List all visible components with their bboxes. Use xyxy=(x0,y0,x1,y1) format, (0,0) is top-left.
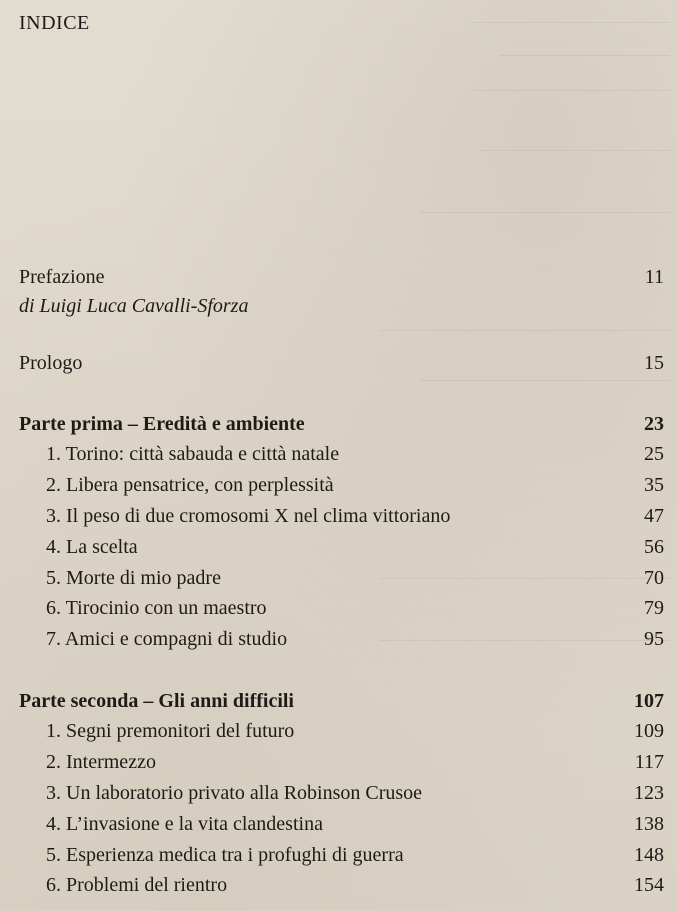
chapter-page: 117 xyxy=(634,751,664,773)
toc-chapter xyxy=(19,472,664,498)
entry-page: 11 xyxy=(644,266,664,288)
toc-chapter xyxy=(19,626,664,652)
part-title: Parte seconda – Gli anni difficili xyxy=(19,690,294,712)
chapter-page: 123 xyxy=(634,782,664,804)
chapter-title: 6. Problemi del rientro xyxy=(46,874,228,896)
chapter-title: 2. Intermezzo xyxy=(46,751,156,773)
index-heading: INDICE xyxy=(19,12,90,34)
chapter-page: 148 xyxy=(634,844,664,866)
part-title: Parte prima – Eredità e ambiente xyxy=(19,413,305,435)
chapter-title: 7. Amici e compagni di studio xyxy=(46,628,288,650)
chapter-title: 4. La scelta xyxy=(46,536,138,558)
chapter-page: 95 xyxy=(644,628,664,650)
entry-page: 15 xyxy=(644,352,664,374)
chapter-title: 4. L’invasione e la vita clandestina xyxy=(46,813,323,835)
chapter-page: 154 xyxy=(634,874,664,896)
toc-chapter xyxy=(19,718,664,744)
chapter-title: 5. Esperienza medica tra i profughi di guerra xyxy=(46,844,404,866)
chapter-page: 70 xyxy=(644,567,664,589)
part-page: 23 xyxy=(644,413,664,435)
toc-chapter xyxy=(19,565,664,591)
chapter-page: 138 xyxy=(634,813,664,835)
part-page: 107 xyxy=(634,690,664,712)
entry-title: Prefazione xyxy=(19,266,105,288)
toc-chapter xyxy=(19,534,664,560)
toc-chapter xyxy=(19,842,664,868)
toc-chapter xyxy=(19,872,664,898)
chapter-page: 56 xyxy=(644,536,664,558)
toc-chapter xyxy=(19,503,664,529)
chapter-title: 5. Morte di mio padre xyxy=(46,567,221,589)
chapter-title: 3. Un laboratorio privato alla Robinson Crusoe xyxy=(46,782,423,804)
entry-title: Prologo xyxy=(19,352,83,374)
chapter-page: 79 xyxy=(644,597,664,619)
toc-chapter xyxy=(19,595,664,621)
toc-chapter xyxy=(19,749,664,775)
preface-author: di Luigi Luca Cavalli-Sforza xyxy=(19,295,249,317)
chapter-title: 1. Torino: città sabauda e città natale xyxy=(46,443,340,465)
chapter-title: 6. Tirocinio con un maestro xyxy=(46,597,267,619)
chapter-page: 47 xyxy=(644,505,664,527)
chapter-page: 35 xyxy=(644,474,664,496)
chapter-page: 109 xyxy=(634,720,664,742)
toc-chapter xyxy=(19,780,664,806)
chapter-page: 25 xyxy=(644,443,664,465)
chapter-title: 1. Segni premonitori del futuro xyxy=(46,720,295,742)
toc-chapter xyxy=(19,811,664,837)
toc-part-one xyxy=(19,411,664,437)
toc-part-two xyxy=(19,688,664,714)
toc-entry-prologue xyxy=(19,350,664,376)
chapter-title: 3. Il peso di due cromosomi X nel clima vittoriano xyxy=(46,505,451,527)
toc-entry-preface xyxy=(19,264,664,290)
toc-chapter xyxy=(19,441,664,467)
chapter-title: 2. Libera pensatrice, con perplessità xyxy=(46,474,334,496)
